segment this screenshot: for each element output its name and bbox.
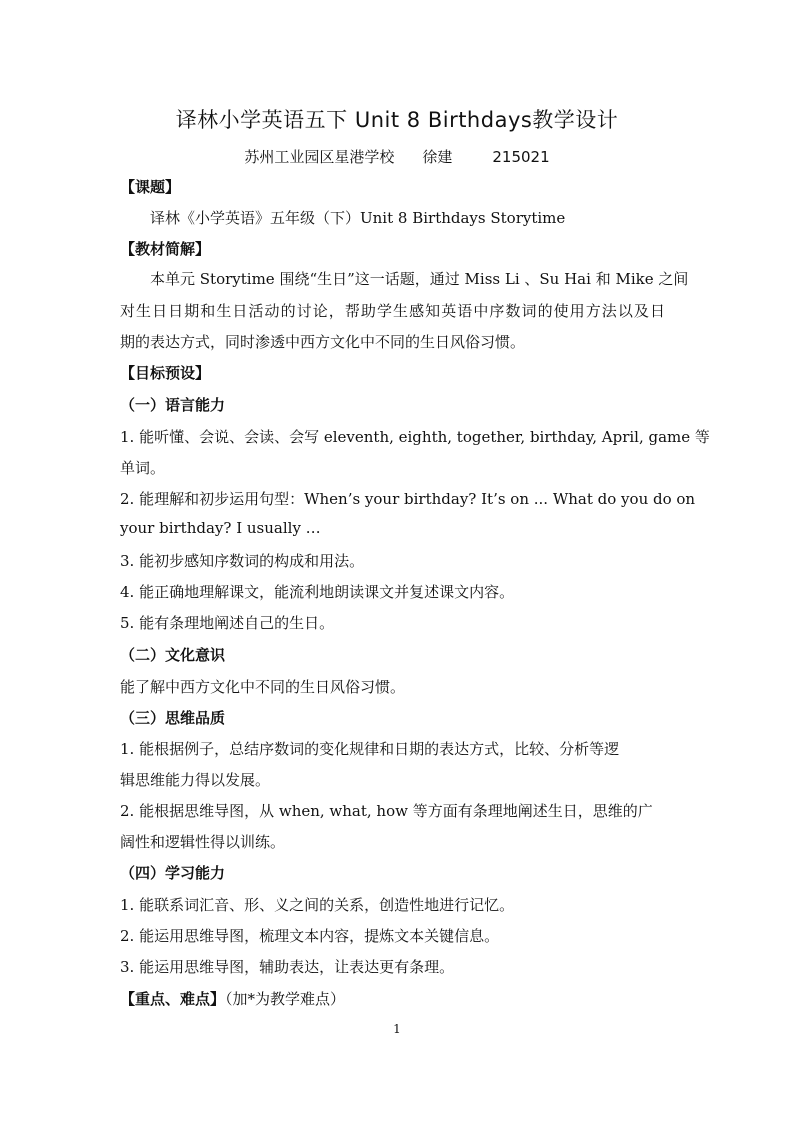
school-name: 苏州工业园区星港学校 (244, 148, 395, 166)
learning-item: 3. 能运用思维导图，辅助表达，让表达更有条理。 (120, 958, 455, 976)
topic-heading: 【课题】 (120, 178, 181, 196)
language-item: 单词。 (120, 459, 166, 477)
culture-text: 能了解中西方文化中不同的生日风俗习惯。 (120, 678, 406, 696)
thinking-item: 1. 能根据例子，总结序数词的变化规律和日期的表达方式，比较、分析等逻 (120, 740, 620, 758)
key-points-note: （加*为教学难点） (225, 990, 346, 1008)
author-name: 徐建 (422, 148, 453, 166)
topic-text: 译林《小学英语》五年级（下）Unit 8 Birthdays Storytime (150, 209, 566, 227)
learning-item: 2. 能运用思维导图，梳理文本内容，提炼文本关键信息。 (120, 927, 500, 945)
language-item: 3. 能初步感知序数词的构成和用法。 (120, 552, 365, 570)
goals-heading: 【目标预设】 (120, 364, 211, 382)
language-heading: （一）语言能力 (120, 396, 226, 414)
thinking-item: 辑思维能力得以发展。 (120, 771, 271, 789)
key-points-heading: 【重点、难点】 (120, 990, 226, 1008)
key-points-line (120, 988, 345, 1009)
culture-heading: （二）文化意识 (120, 646, 226, 664)
language-item: 5. 能有条理地阐述自己的生日。 (120, 614, 335, 632)
language-item: 4. 能正确地理解课文，能流利地朗读课文并复述课文内容。 (120, 583, 515, 601)
page-number: 1 (393, 1022, 401, 1036)
language-item: 2. 能理解和初步运用句型：When’s your birthday? It’s on ... What do you do on (120, 490, 696, 508)
language-item: your birthday? I usually … (120, 519, 321, 537)
thinking-item: 2. 能根据思维导图，从 when, what, how 等方面有条理地阐述生日，思维的广 (120, 802, 653, 820)
postcode: 215021 (492, 148, 550, 166)
material-heading: 【教材简解】 (120, 240, 211, 258)
material-line: 本单元 Storytime 围绕“生日”这一话题，通过 Miss Li 、Su Hai 和 Mike 之间 (150, 270, 689, 288)
document-title: 译林小学英语五下 Unit 8 Birthdays教学设计 (175, 108, 619, 132)
thinking-item: 阔性和逻辑性得以训练。 (120, 833, 286, 851)
learning-heading: （四）学习能力 (120, 864, 226, 882)
learning-item: 1. 能联系词汇音、形、义之间的关系，创造性地进行记忆。 (120, 896, 515, 914)
material-line: 期的表达方式，同时渗透中西方文化中不同的生日风俗习惯。 (120, 333, 526, 351)
thinking-heading: （三）思维品质 (120, 709, 226, 727)
language-item: 1. 能听懂、会说、会读、会写 eleventh, eighth, together, birthday, April, game 等 (120, 428, 710, 446)
material-line: 对生日日期和生日活动的讨论，帮助学生感知英语中序数词的使用方法以及日 (120, 302, 665, 320)
author-line (0, 146, 794, 167)
